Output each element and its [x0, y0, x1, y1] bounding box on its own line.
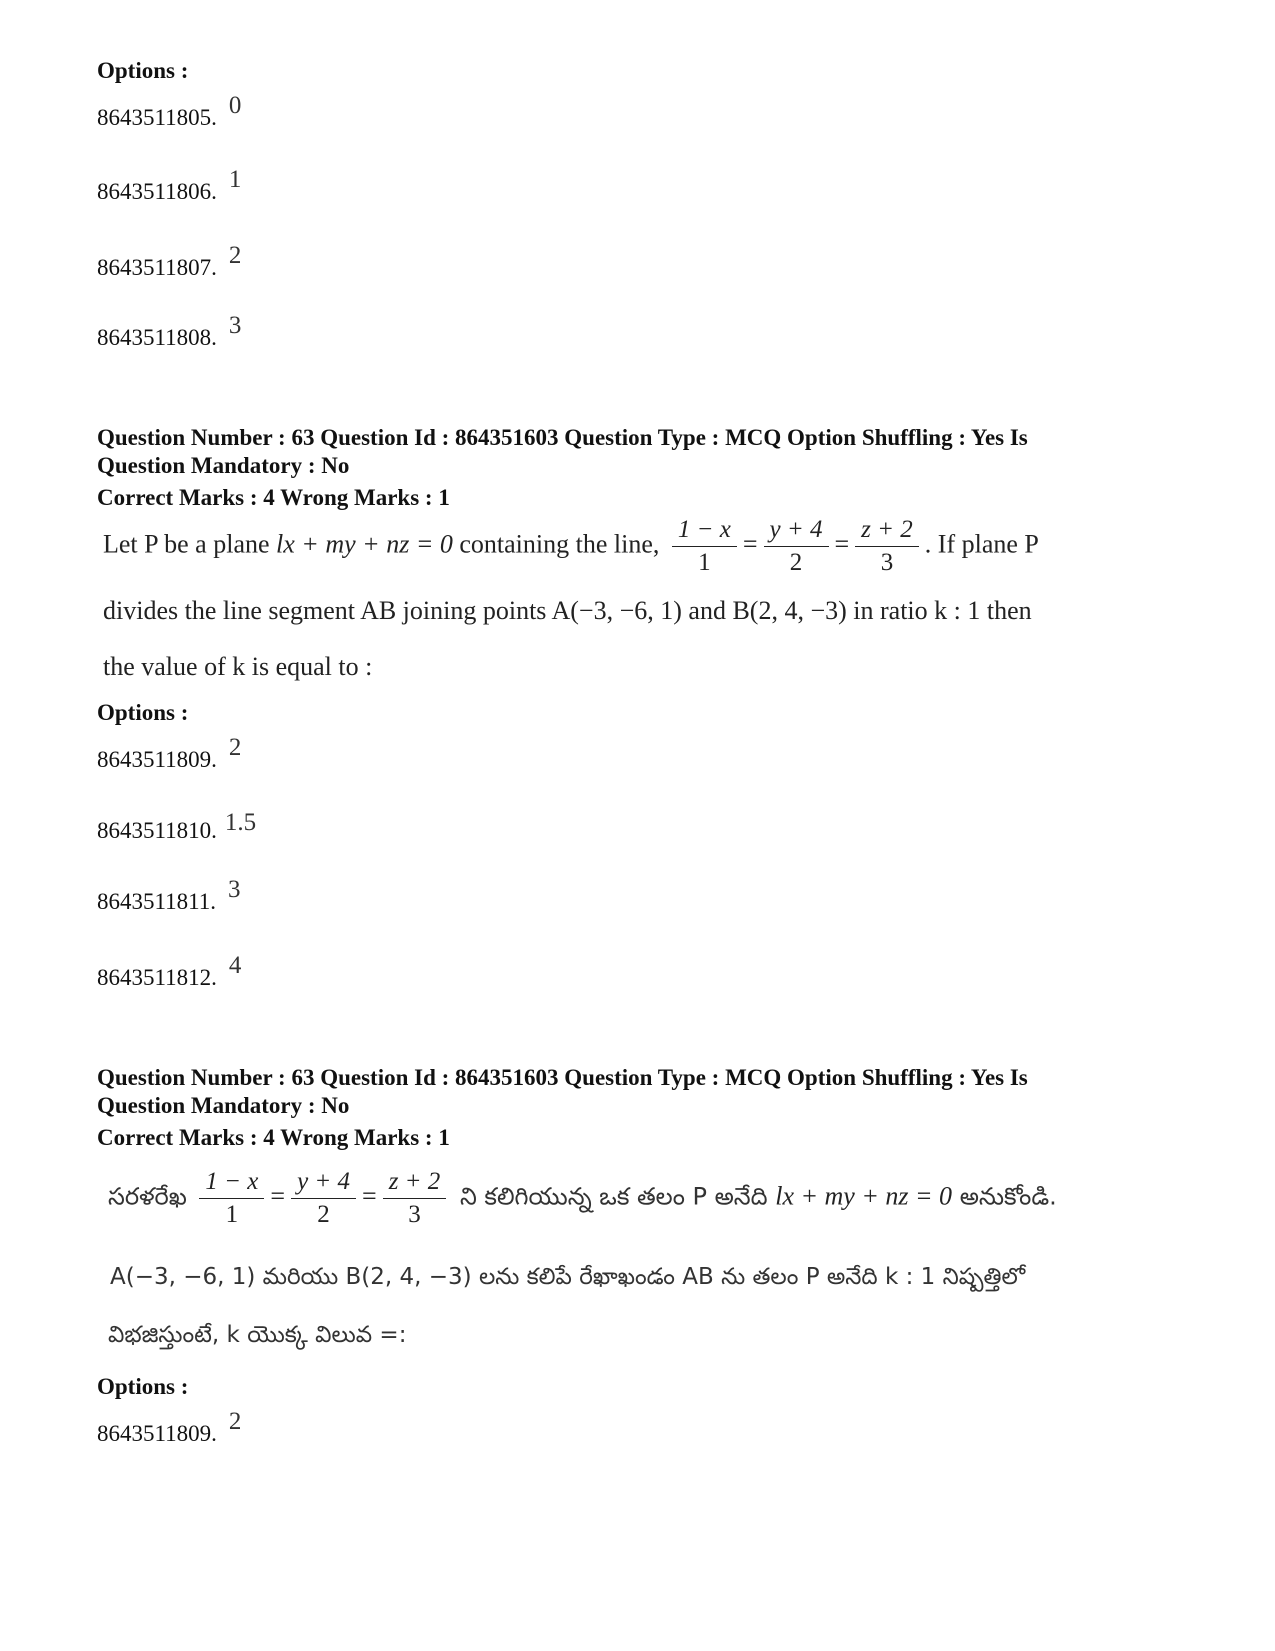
option-row [97, 92, 242, 132]
equals-sign: = [742, 529, 758, 559]
question-text: . If plane P [924, 529, 1039, 559]
question-meta-line: Question Number : 63 Question Id : 864351603 Question Type : MCQ Option Shuffling : Yes Is [97, 1065, 1028, 1090]
question-meta-line: Question Mandatory : No [97, 453, 350, 478]
question-text-line [108, 1168, 1057, 1229]
fraction-numerator: y + 4 [291, 1168, 356, 1199]
question-marks: Correct Marks : 4 Wrong Marks : 1 [97, 485, 450, 510]
question-text-line [103, 516, 1039, 577]
fraction-denominator: 2 [789, 549, 803, 576]
fraction-numerator: z + 2 [383, 1168, 447, 1199]
question-text: A(−3, −6, 1) మరియు B(2, 4, −3) లను కలిపే రేఖాఖండం AB ను తలం P అనేది k : 1 నిష్పత్తిలో [110, 1264, 1026, 1290]
options-label: Options : [97, 58, 189, 83]
fraction-denominator: 2 [317, 1201, 330, 1228]
option-row [97, 242, 242, 282]
fraction-numerator: y + 4 [764, 516, 829, 547]
question-text: divides the line segment AB joining points A(−3, −6, 1) and B(2, 4, −3) in ratio k : 1 then [103, 596, 1032, 625]
option-row [97, 734, 242, 774]
equals-sign: = [834, 529, 850, 559]
fraction [383, 1168, 447, 1229]
option-row [97, 166, 242, 206]
option-id: 8643511810. [97, 818, 217, 843]
plane-equation: lx + my + nz = 0 [775, 1181, 953, 1211]
option-value: 1.5 [224, 809, 257, 836]
question-text: ని కలిగియున్న ఒక తలం P అనేది [452, 1182, 776, 1211]
question-meta-line: Question Number : 63 Question Id : 864351603 Question Type : MCQ Option Shuffling : Yes Is [97, 425, 1028, 450]
option-value: 2 [228, 734, 242, 761]
fraction [855, 516, 919, 577]
fraction [199, 1168, 264, 1229]
option-id: 8643511809. [97, 1421, 217, 1446]
option-row [97, 1408, 242, 1448]
option-value: 3 [228, 876, 241, 903]
fraction-denominator: 1 [698, 549, 711, 576]
fraction-numerator: 1 − x [199, 1168, 264, 1199]
fraction-denominator: 1 [225, 1201, 239, 1228]
question-text: Let P be a plane [103, 529, 277, 559]
option-id: 8643511809. [97, 747, 217, 772]
option-row [97, 312, 242, 352]
option-value: 3 [228, 312, 242, 339]
option-value: 1 [228, 166, 242, 193]
option-value: 2 [228, 242, 242, 269]
option-id: 8643511811. [97, 889, 217, 914]
option-row [97, 952, 242, 992]
options-label: Options : [97, 700, 189, 725]
option-id: 8643511812. [97, 965, 217, 990]
option-row [97, 876, 241, 916]
equals-sign: = [270, 1181, 286, 1211]
fraction-denominator: 3 [880, 549, 894, 576]
question-text: సరళరేఖ [108, 1182, 187, 1211]
fraction [291, 1168, 356, 1229]
fraction-numerator: z + 2 [855, 516, 919, 547]
question-meta-line: Question Mandatory : No [97, 1093, 350, 1118]
question-header [97, 424, 1177, 512]
question-text: containing the line, [452, 529, 660, 559]
fraction [672, 516, 737, 577]
plane-equation: lx + my + nz = 0 [276, 529, 453, 559]
option-id: 8643511807. [97, 255, 217, 280]
option-id: 8643511806. [97, 179, 217, 204]
question-text: విభజిస్తుంటే, k యొక్క విలువ =: [108, 1322, 407, 1348]
option-value: 0 [228, 92, 242, 119]
option-id: 8643511805. [97, 105, 217, 130]
question-header [97, 1064, 1177, 1152]
equals-sign: = [362, 1181, 377, 1211]
option-row [97, 809, 257, 845]
question-text: అనుకోండి. [952, 1182, 1057, 1211]
fraction-denominator: 3 [408, 1201, 421, 1228]
options-label: Options : [97, 1374, 189, 1399]
question-marks: Correct Marks : 4 Wrong Marks : 1 [97, 1125, 450, 1150]
question-text: the value of k is equal to : [103, 652, 373, 681]
option-id: 8643511808. [97, 325, 217, 350]
option-value: 2 [228, 1408, 242, 1435]
fraction-numerator: 1 − x [672, 516, 737, 547]
fraction [764, 516, 829, 577]
option-value: 4 [228, 952, 242, 979]
